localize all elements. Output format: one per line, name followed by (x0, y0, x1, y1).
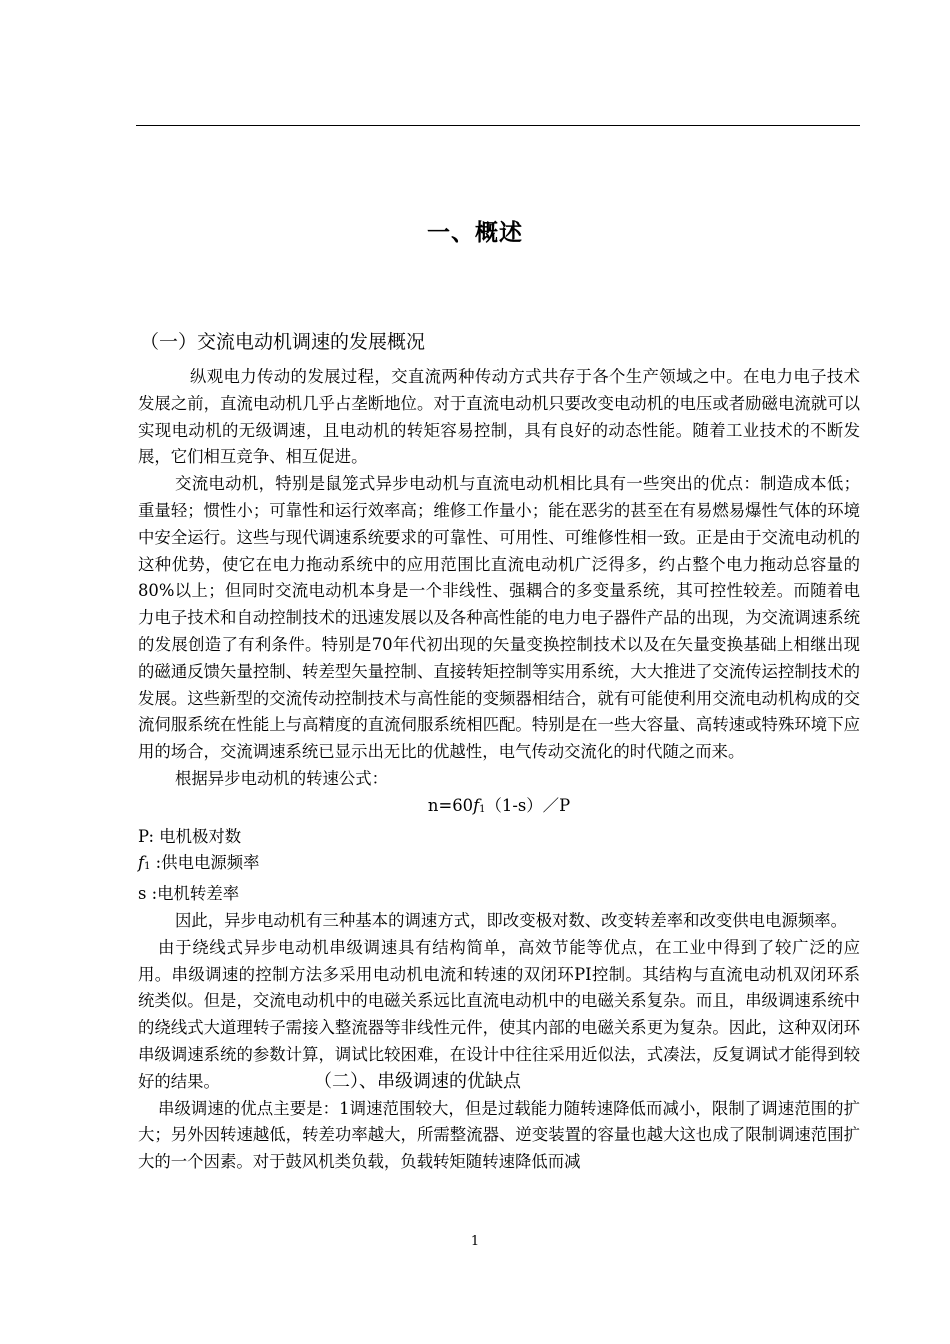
page-number: 1 (470, 1234, 480, 1249)
formula-prefix: n=60 (427, 795, 474, 815)
variable-f1 (138, 850, 860, 881)
chapter-title: 一、概述 (427, 220, 523, 246)
cascade-control-text: 由于绕线式异步电动机串级调速具有结构简单，高效节能等优点，在工业中得到了较广泛的应用。串级调速的控制方法多采用电动机电流和转速的双闭环PI控制。其结构与直流电动机双闭环系统类似。但是，交流电动机中的电磁关系远比直流电动机中的电磁关系复杂。而且，串级调速系统中的绕线式大道理转子需接入整流器等非线性元件，使其内部的电磁关系更为复杂。因此，这种双闭环串级调速系统的参数计算，调试比较困难，在设计中往往采用近似法，式凑法，反复调试才能得到较好的结果。 (138, 937, 860, 1091)
variable-s: s :电机转差率 (138, 884, 240, 904)
formula-f-symbol: f (473, 795, 480, 815)
formula-f-subscript: 1 (479, 803, 486, 815)
paragraph-overview: 纵观电力传动的发展过程，交直流两种传动方式共存于各个生产领域之中。在电力电子技术发展之前，直流电动机几乎占垄断地位。对于直流电动机只要改变电动机的电压或者励磁电流就可以实现电动机的无级调速，且电动机的转矩容易控制，具有良好的动态性能。随着工业技术的不断发展，它们相互竞争、相互促进。 (138, 367, 860, 467)
paragraph-ac-motor-advantages: 交流电动机，特别是鼠笼式异步电动机与直流电动机相比具有一些突出的优点：制造成本低；重量轻；惯性小；可靠性和运行效率高；维修工作量小；能在恶劣的甚至在有易燃易爆性气体的环境中安全运行。这些与现代调速系统要求的可靠性、可用性、可维修性相一致。正是由于交流电动机的这种优势，使它在电力拖动系统中的应用范围比直流电动机广泛得多，约占整个电力拖动总容量的80%以上；但同时交流电动机本身是一个非线性、强耦合的多变量系统，其可控性较差。而随着电力电子技术和自动控制技术的迅速发展以及各种高性能的电力电子器件产品的出现，为交流调速系统的发展创造了有利条件。特别是70年代初出现的矢量变换控制技术以及在矢量变换基础上相继出现的磁通反馈矢量控制、转差型矢量控制、直接转矩控制等实用系统，大大推进了交流传运控制技术的发展。这些新型的交流传动控制技术与高性能的变频器相结合，就有可能使利用交流电动机构成的交流伺服系统在性能上与高精度的直流伺服系统相匹配。特别是在一些大容量、高转速或特殊环境下应用的场合，交流调速系统已显示出无比的优越性，电气传动交流化的时代随之而来。 (138, 474, 860, 762)
paragraph-cascade-control (138, 935, 860, 1096)
formula-suffix: （1-s）／P (485, 795, 571, 815)
variable-p: P: 电机极对数 (138, 826, 242, 846)
paragraph-speed-formula-intro: 根据异步电动机的转速公式： (175, 768, 389, 788)
section-two-title: （二）、串级调速的优缺点 (313, 1070, 521, 1092)
variable-f-description: :供电电源频率 (150, 853, 260, 873)
variable-f-subscript: 1 (144, 861, 151, 873)
paragraph-three-methods: 因此，异步电动机有三种基本的调速方式，即改变极对数、改变转差率和改变供电电源频率。 (175, 910, 848, 930)
paragraph-cascade-advantages: 串级调速的优点主要是：1调速范围较大，但是过载能力随转速降低而减小，限制了调速范围的扩大；另外因转速越低，转差功率越大，所需整流器、逆变装置的容量也越大这也成了限制调速范围扩大的一个因素。对于鼓风机类负载，负载转矩随转速降低而减 (138, 1098, 860, 1172)
section-title: （一）交流电动机调速的发展概况 (140, 331, 426, 353)
speed-formula (138, 793, 860, 824)
variable-f-symbol: f (138, 853, 145, 873)
document-body (138, 364, 860, 1176)
header-rule (136, 125, 860, 126)
